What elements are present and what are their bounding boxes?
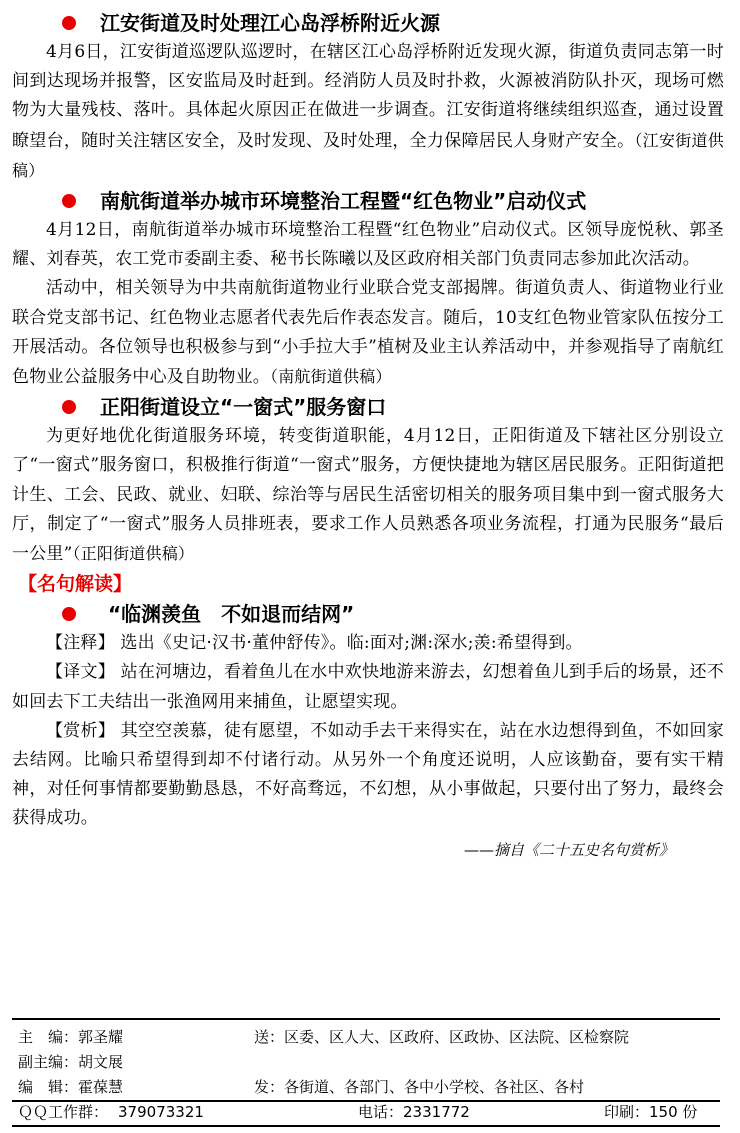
deputy-editor: 副主编：胡文展 bbox=[18, 1053, 124, 1071]
news-headline-3 bbox=[12, 392, 724, 422]
news-source: （正阳街道供稿） bbox=[72, 544, 195, 564]
copy-editor: 编 辑：霍葆慧 bbox=[18, 1078, 124, 1096]
distribute-to: 发：各街道、各部门、各中小学校、各社区、各村 bbox=[254, 1078, 585, 1096]
chief-editor: 主 编：郭圣耀 bbox=[18, 1028, 124, 1046]
news-paragraph: 为更好地优化街道服务环境，转变街道职能，4月12日，正阳街道及下辖社区分别设立了“一窗式”服务窗口，积极推行街道“一窗式”服务，方便快捷地为辖区居民服务。正阳街道把计生、工会、民政、就业、妇联、综治等与居民生活密切相关的服务项目集中到一窗式服务大厅，制定了“一窗式”服务人员排班表，要求工作人员熟悉各项业务流程，打通为民服务“最后一公里”（正阳街道供稿） bbox=[12, 426, 724, 565]
news-source: （江安街道供稿） bbox=[12, 130, 724, 180]
quote-note: 【注释】 选出《史记·汉书·董仲舒传》。临:面对;渊:深水;羡:希望得到。 bbox=[46, 633, 583, 654]
news-paragraph: 4月12日，南航街道举办城市环境整治工程暨“红色物业”启动仪式。区领导庞悦秋、郭圣耀、刘春英，农工党市委副主委、秘书长陈曦以及区政府相关部门负责同志参加此次活动。 bbox=[12, 220, 724, 270]
phone: 电话：2331772 bbox=[358, 1103, 470, 1121]
section-label: 【名句解读】 bbox=[18, 573, 133, 596]
news-headline-1 bbox=[12, 8, 724, 38]
masthead-footer bbox=[12, 1018, 720, 1127]
quote-headline bbox=[12, 599, 724, 629]
quote-translation: 【译文】 站在河塘边，看着鱼儿在水中欢快地游来游去，幻想着鱼儿到手后的场景，还不如回去下工夫结出一张渔网用来捕鱼，让愿望实现。 bbox=[12, 662, 724, 712]
quote-appreciation: 【赏析】 其空空羡慕，徒有愿望，不如动手去干来得实在，站在水边想得到鱼，不如回家去结网。比喻只希望得到却不付诸行动。从另外一个角度还说明，人应该勤奋，要有实干精神，对任何事情都要勤勤恳恳，不好高骛远，不幻想，从小事做起，只要付出了努力，最终会获得成功。 bbox=[12, 720, 724, 829]
news-source: （南航街道供稿） bbox=[270, 367, 392, 387]
news-paragraph: 4月6日，江安街道巡逻队巡逻时，在辖区江心岛浮桥附近发现火源，街道负责同志第一时间到达现场并报警，区安监局及时赶到。经消防人员及时扑救，火源被消防队扑灭，现场可燃物为大量残枝、落叶。具体起火原因正在做进一步调查。江安街道将继续组织巡查，通过设置瞭望台，随时关注辖区安全，及时发现、及时处理，全力保障居民人身财产安全。（江安街道供稿） bbox=[12, 42, 724, 180]
red-bullet-icon bbox=[62, 400, 76, 414]
bulletin-body bbox=[12, 8, 724, 866]
headline-text: 江安街道及时处理江心岛浮桥附近火源 bbox=[100, 11, 440, 35]
headline-text: 南航街道举办城市环境整治工程暨“红色物业”启动仪式 bbox=[100, 189, 587, 214]
print-count: 印刷：150 份 bbox=[604, 1103, 698, 1121]
red-bullet-icon bbox=[62, 16, 76, 30]
quote-attribution: ——摘自《二十五史名句赏析》 bbox=[463, 840, 674, 859]
red-bullet-icon bbox=[62, 607, 76, 621]
news-paragraph: 活动中，相关领导为中共南航街道物业行业联合党支部揭牌。街道负责人、街道物业行业联合党支部书记、红色物业志愿者代表先后作表态发言。随后，10支红色物业管家队伍按分工开展活动。各位领导也积极参与到“小手拉大手”植树及业主认养活动中，并参观指导了南航红色物业公益服务中心及自助物业。（南航街道供稿） bbox=[12, 278, 724, 388]
red-bullet-icon bbox=[62, 194, 76, 208]
headline-text: “临渊羡鱼 不如退而结网” bbox=[108, 602, 355, 627]
send-to: 送：区委、区人大、区政府、区政协、区法院、区检察院 bbox=[254, 1028, 630, 1046]
headline-text: 正阳街道设立“一窗式”服务窗口 bbox=[100, 395, 387, 420]
news-headline-2 bbox=[12, 186, 724, 216]
qq-group: ＱＱ工作群： 379073321 bbox=[18, 1103, 204, 1121]
